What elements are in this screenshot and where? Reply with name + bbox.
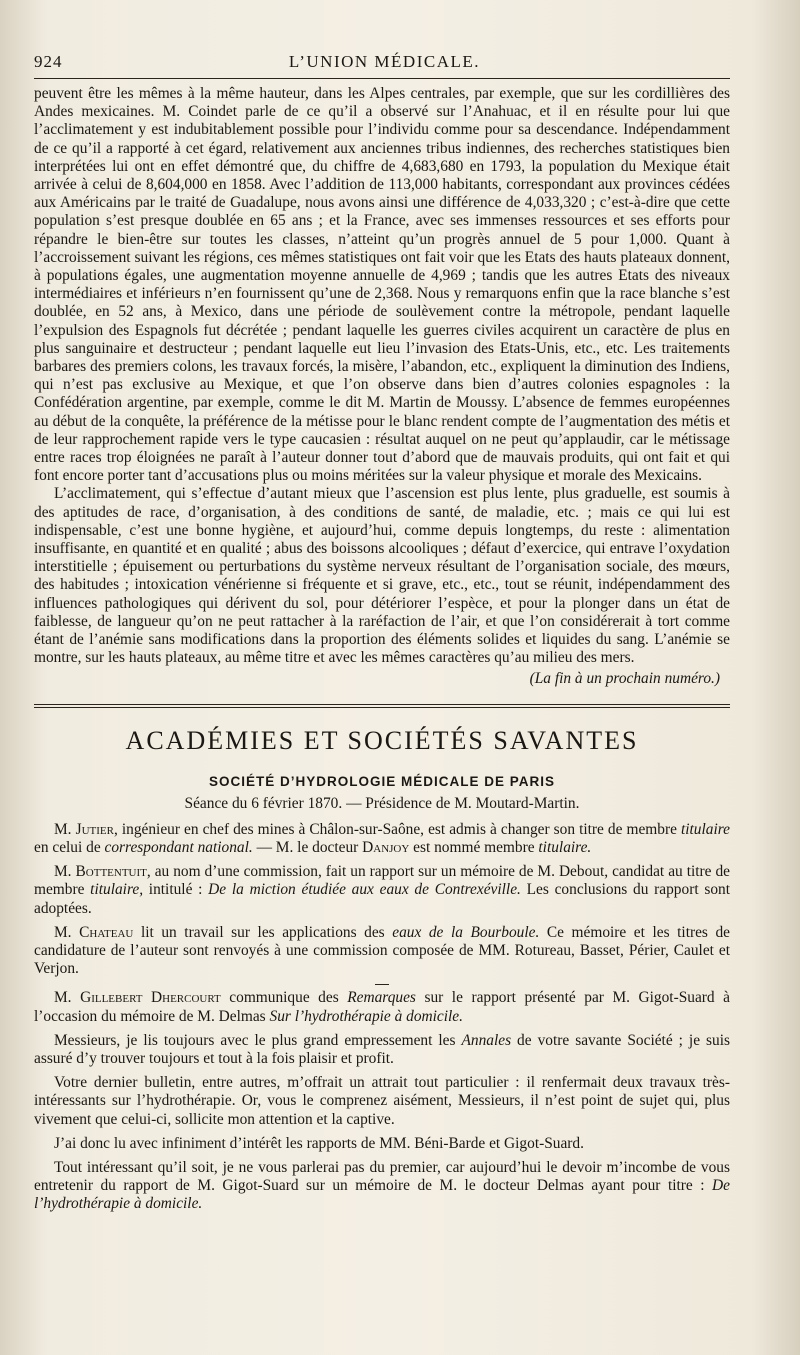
section-divider bbox=[34, 704, 730, 708]
member-name: Jutier bbox=[75, 820, 114, 838]
minutes-paragraph: J’ai donc lu avec infiniment d’intérêt les rapports de MM. Béni-Barde et Gigot-Suard. bbox=[54, 1134, 584, 1152]
minutes-paragraph: M. Chateau lit un travail sur les applications des eaux de la Bourboule. Ce mémoire et les titres de candidature de l’auteur sont renvoyés à une commission composée de MM. Rotureau, Basset, Périer, Caulet et Verjon. bbox=[34, 923, 731, 978]
minutes-paragraph: Votre dernier bulletin, entre autres, m’offrait un attrait tout particulier : il renfermait deux travaux très-intéressants sur l’hydrothérapie. Or, vous le comprenez aisément, Messieurs, il n’est point de sujet qui, plus vivement que celui-ci, sollicite mon attention et la captive. bbox=[34, 1074, 730, 1128]
minutes-paragraph: M. Bottentuit, au nom d’une commission, fait un rapport sur un mémoire de M. Debout, candidat au titre de membre titulaire, intitulé : De la miction étudiée aux eaux de Contrexéville. Les conclusions du rapport sont adoptées. bbox=[34, 863, 730, 917]
minutes-paragraph: Messieurs, je lis toujours avec le plus grand empressement les Annales de votre savante Société ; je suis assuré d’y trouver toujours et tout à la fois plaisir et profit. bbox=[34, 1031, 730, 1067]
minutes-paragraph: M. Gillebert Dhercourt communique des Remarques sur le rapport présenté par M. Gigot-Suard à l’occasion du mémoire de M. Delmas Sur l’hydrothérapie à domicile. bbox=[34, 989, 730, 1025]
section-title: ACADÉMIES ET SOCIÉTÉS SAVANTES bbox=[125, 725, 639, 755]
continuation-note: (La fin à un prochain numéro.) bbox=[529, 669, 720, 687]
minutes-body bbox=[34, 821, 730, 1214]
member-name: Chateau bbox=[79, 923, 134, 941]
running-head bbox=[34, 52, 730, 79]
minutes-paragraph: M. Jutier, ingénieur en chef des mines à Châlon-sur-Saône, est admis à changer son titre de membre titulaire en celui de correspondant national. — M. le docteur Danjoy est nommé membre titulaire. bbox=[34, 820, 730, 856]
member-name: Danjoy bbox=[362, 838, 410, 856]
article-body bbox=[34, 85, 730, 688]
member-name: Bottentuit bbox=[75, 863, 147, 881]
article-paragraph: peuvent être les mêmes à la même hauteur, dans les Alpes centrales, par exemple, que sur les cordillières des Andes mexicaines. M. Coindet parle de ce qu’il a observé sur l’Anahuac, et il en résulte pour lui que l’acclimatement y est indubitablement possible pour l’individu comme pour sa descendance. Indépendamment de ce qu’il a rapporté à cet égard, relativement aux anciennes tribus indiennes, des recherches statistiques bien interprétées lui ont en effet démontré que, du chiffre de 4,683,680 en 1793, la population du Mexique était arrivée à celui de 8,604,000 en 1858. Avec l’addition de 113,000 habitants, correspondant aux provinces cédées aux Américains par le traité de Guadalupe, nous avons ainsi une différence de 4,033,320 ; c’est-à-dire que cette population s’est presque doublée en 65 ans ; et la France, avec ses immenses ressources et ses efforts pour répandre le bien-être sur toutes les classes, n’atteint qu’un progrès annuel de 5 pour 1,000. Quant à l’accroissement suivant les régions, ces mêmes statistiques ont fait voir que les Etats des hauts plateaux donnent, à populations égales, une augmentation moyenne annuelle de 4,969 ; tandis que les autres Etats des niveaux intermédiaires et inférieurs n’en fournissent qu’une de 2,368. Nous y remarquons enfin que la race blanche s’est doublée, en 52 ans, à Mexico, dans une période de soulèvement contre la métropole, pendant laquelle l’expulsion des Espagnols fut décrétée ; pendant laquelle les guerres civiles acquirent un caractère de plus en plus sanguinaire et destructeur ; pendant laquelle eut lieu l’invasion des Etats-Unis, etc., etc. Les traitements barbares des premiers colons, les travaux forcés, la misère, l’abandon, etc., expliquent la diminution des Indiens, qui n’est pas exclusive au Mexique, et que l’on observe dans bien d’autres colonies espagnoles : la Confédération argentine, par exemple, comme le dit M. Martin de Moussy. L’absence de femmes européennes au début de la conquête, la préférence de la métisse pour le blanc rendent compte de l’augmentation des métis et de leur rapprochement rapide vers le type caucasien : résultat auquel on ne peut qu’applaudir, car le métissage entre races trop éloignées ne paraît à l’auteur donner tout d’abord que de mauvais produits, qui ont fait et qui font encore porter tant d’accusations plus ou moins méritées sur la valeur physique et morale des Mexicains. bbox=[34, 85, 730, 485]
paragraph-divider bbox=[375, 984, 389, 985]
member-name: Gillebert Dhercourt bbox=[80, 989, 221, 1007]
society-title: SOCIÉTÉ D’HYDROLOGIE MÉDICALE DE PARIS bbox=[208, 773, 556, 789]
journal-title: L’UNION MÉDICALE. bbox=[288, 52, 480, 71]
article-paragraph: L’acclimatement, qui s’effectue d’autant mieux que l’ascension est plus lente, plus graduelle, est soumis à des aptitudes de race, d’organisation, à des conditions de santé, de maladie, etc. ; mais ce qui lui est indispensable, c’est une bonne hygiène, et aujourd’hui, comme depuis longtemps, du reste : alimentation insuffisante, en quantité et en qualité ; abus des boissons alcooliques ; défaut d’exercice, qui entrave l’oxydation interstitielle ; épuisement ou perturbations du système nerveux résultant de l’organisation sociale, des mœurs, des habitudes ; intoxication vénérienne si fréquente et si grave, etc., etc., tout se réunit, indépendamment des influences pathologiques qui dérivent du sol, pour détériorer l’espèce, et pour la plonger dans un état de faiblesse, de langueur qu’on ne peut rattacher à la raréfaction de l’air, et que l’on considérerait à tort comme étant de l’anémie sans modifications dans la proportion des éléments solides et liquides du sang. L’anémie se montre, sur les hauts plateaux, au même titre et avec les mêmes caractères qu’au milieu des mers. bbox=[34, 485, 730, 667]
page-number: 924 bbox=[34, 52, 63, 71]
session-line: Séance du 6 février 1870. — Présidence de M. Moutard-Martin. bbox=[184, 794, 580, 812]
minutes-paragraph: Tout intéressant qu’il soit, je ne vous parlerai pas du premier, car aujourd’hui le devoir m’incombe de vous entretenir du rapport de M. Gigot-Suard sur un mémoire de M. le docteur Delmas ayant pour titre : De l’hydrothérapie à domicile. bbox=[34, 1158, 730, 1213]
